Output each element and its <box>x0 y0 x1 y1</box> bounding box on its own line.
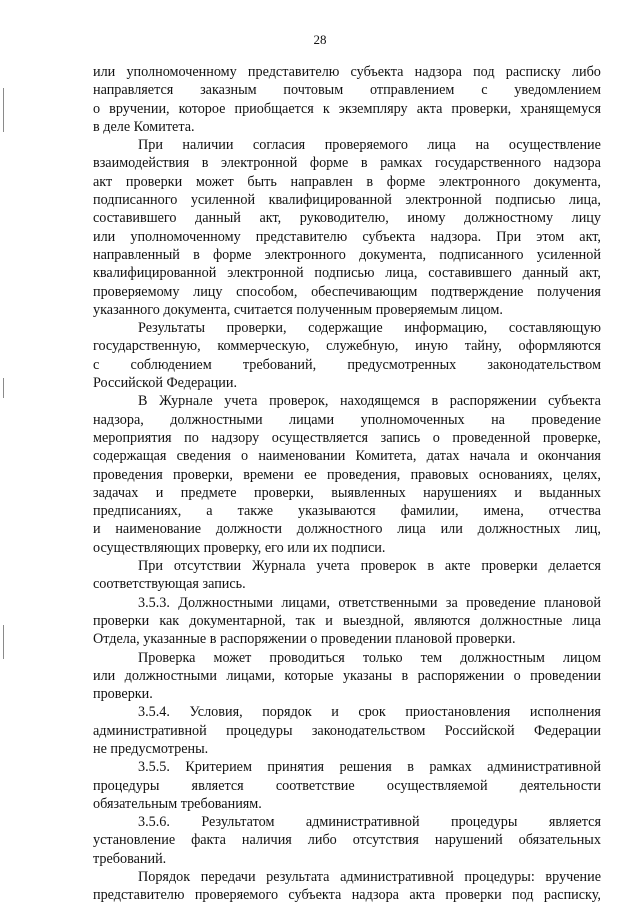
text-line: 3.5.6. Результатом административной процедуры является <box>138 814 601 831</box>
text-line: подписанного усиленной квалифицированной электронной подписью лица, <box>93 192 601 209</box>
text-line: в деле Комитета. <box>93 118 195 135</box>
text-line: осуществляющих проверку, его или их подписи. <box>93 539 386 556</box>
text-line: требований. <box>93 850 167 867</box>
text-line: Результаты проверки, содержащие информацию, составляющую <box>138 320 601 337</box>
text-line: При отсутствии Журнала учета проверок в акте проверки делается <box>138 558 601 575</box>
text-line: представителю проверяемого субъекта надзора акта проверки под расписку, <box>93 887 601 904</box>
text-line: 3.5.4. Условия, порядок и срок приостановления исполнения <box>138 704 601 721</box>
text-line: проверки как документарной, так и выездной, являются должностные лица <box>93 612 601 629</box>
text-line: или должностными лицами, которые указаны в распоряжении о проведении <box>93 667 601 684</box>
text-line: 3.5.5. Критерием принятия решения в рамках административной <box>138 759 601 776</box>
text-line: предписаниях, а также указываются фамилии, имена, отчества <box>93 503 601 520</box>
text-line: При наличии согласия проверяемого лица на осуществление <box>138 137 601 154</box>
text-line: надзора, должностными лицами уполномоченных на проведение <box>93 411 601 428</box>
text-line: указанного документа, считается полученным проверяемым лицом. <box>93 301 503 318</box>
text-line: соответствующая запись. <box>93 576 246 593</box>
text-line: установление факта наличия либо отсутствия нарушений обязательных <box>93 832 601 849</box>
page-number: 28 <box>313 32 327 47</box>
scan-margin-mark <box>3 88 4 132</box>
text-line: квалифицированной электронной подписью лица, составившего данный акт, <box>93 265 601 282</box>
text-line: акт проверки может быть направлен в форме электронного документа, <box>93 173 601 190</box>
text-line: Проверка может проводиться только тем должностным лицом <box>138 649 601 666</box>
text-line: процедуры является соответствие осуществляемой деятельности <box>93 777 601 794</box>
text-line: Порядок передачи результата административной процедуры: вручение <box>138 869 601 886</box>
text-line: В Журнале учета проверок, находящемся в распоряжении субъекта <box>138 393 601 410</box>
text-line: взаимодействия в электронной форме в рамках государственного надзора <box>93 155 601 172</box>
text-line: государственную, коммерческую, служебную, иную тайну, оформляются <box>93 338 601 355</box>
document-body <box>93 63 601 905</box>
scan-margin-mark <box>3 378 4 398</box>
text-line: не предусмотрены. <box>93 740 209 757</box>
text-line: направленный в форме электронного документа, подписанного усиленной <box>93 246 601 263</box>
text-line: административной процедуры законодательством Российской Федерации <box>93 722 601 739</box>
scan-margin-mark <box>3 625 4 659</box>
text-line: или уполномоченному представителю субъекта надзора под расписку либо <box>93 64 601 80</box>
text-line: проверяемому лицу способом, обеспечивающим подтверждение получения <box>93 283 601 300</box>
text-line: обязательным требованиям. <box>93 795 262 812</box>
text-line: Отдела, указанные в распоряжении о проведении плановой проверки. <box>93 631 516 648</box>
text-line: или уполномоченному представителю субъекта надзора. При этом акт, <box>93 228 601 245</box>
text-line: проверки. <box>93 686 153 703</box>
text-line: направляется заказным почтовым отправлением с уведомлением <box>93 82 601 99</box>
text-line: проведения проверки, времени ее проведения, правовых основаниях, целях, <box>93 466 601 483</box>
text-line: задачах и предмете проверки, выявленных нарушениях и выданных <box>93 484 601 501</box>
text-line: Российской Федерации. <box>93 375 238 392</box>
text-line: с соблюдением требований, предусмотренных законодательством <box>93 356 601 373</box>
text-line: составившего данный акт, руководителю, иному должностному лицу <box>93 210 601 227</box>
text-line: содержащая сведения о наименовании Комитета, датах начала и окончания <box>93 448 601 465</box>
text-line: о вручении, которое приобщается к экземпляру акта проверки, хранящемуся <box>93 100 601 117</box>
text-line: мероприятия по надзору осуществляется запись о проведенной проверке, <box>93 429 601 446</box>
text-line: и наименование должности должностного лица или должностных лиц, <box>93 521 601 538</box>
text-line: 3.5.3. Должностными лицами, ответственными за проведение плановой <box>138 594 601 611</box>
